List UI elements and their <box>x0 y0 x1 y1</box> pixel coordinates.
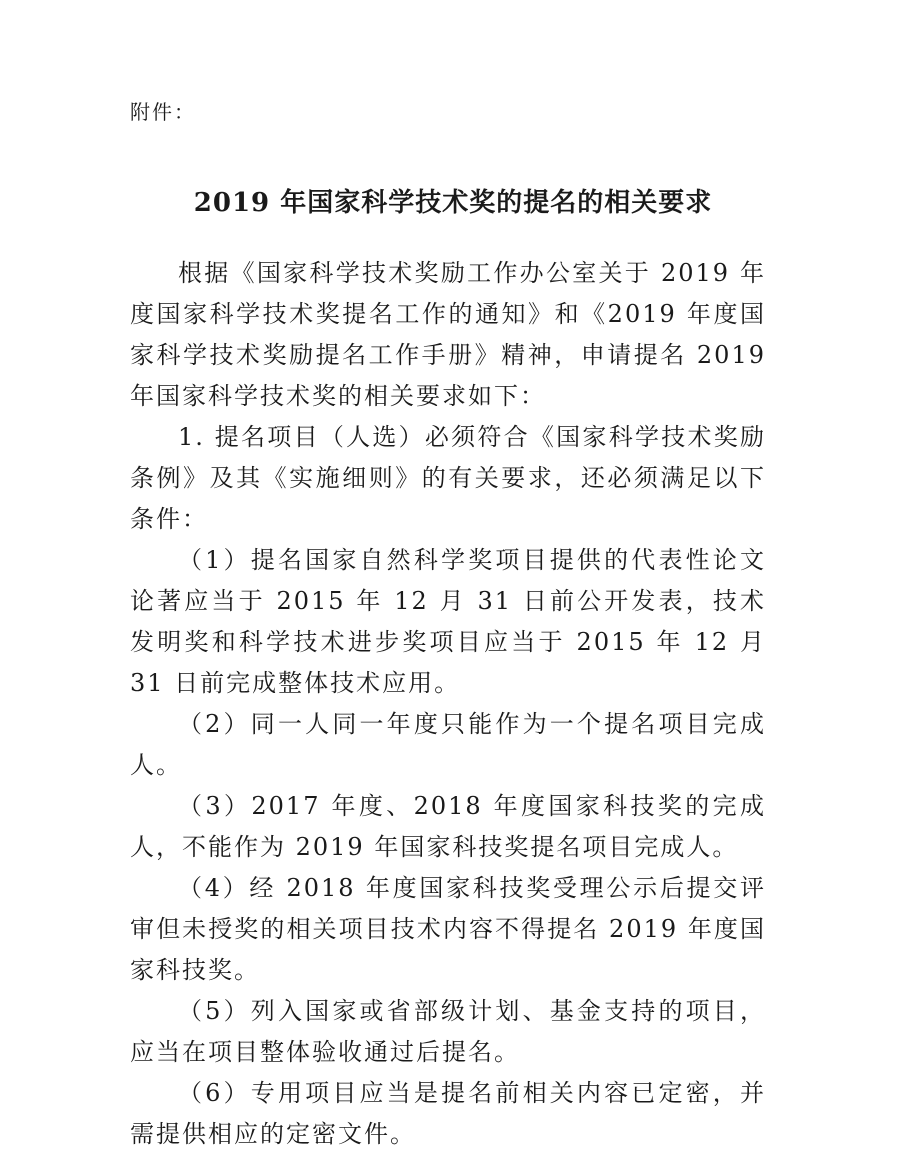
paragraph-condition-5: （5）列入国家或省部级计划、基金支持的项目，应当在项目整体验收通过后提名。 <box>130 997 766 1066</box>
paragraph-requirement-1: 1. 提名项目（人选）必须符合《国家科学技术奖励条例》及其《实施细则》的有关要求，还必须满足以下条件： <box>130 423 766 533</box>
paragraph-condition-6: （6）专用项目应当是提名前相关内容已定密，并需提供相应的定密文件。 <box>130 1079 766 1148</box>
document-title: 2019 年国家科学技术奖的提名的相关要求 <box>193 188 713 218</box>
attachment-label: 附件： <box>130 100 196 124</box>
paragraph-condition-2: （2）同一人同一年度只能作为一个提名项目完成人。 <box>130 710 766 779</box>
paragraph-condition-4: （4）经 2018 年度国家科技奖受理公示后提交评审但未授奖的相关项目技术内容不得提名 2019 年度国家科技奖。 <box>130 874 766 984</box>
paragraph-intro: 根据《国家科学技术奖励工作办公室关于 2019 年度国家科学技术奖提名工作的通知》和《2019 年度国家科学技术奖励提名工作手册》精神，申请提名 2019 年国家科学技术奖的相关要求如下： <box>130 259 766 410</box>
paragraph-condition-1: （1）提名国家自然科学奖项目提供的代表性论文论著应当于 2015 年 12 月 31 日前公开发表，技术发明奖和科学技术进步奖项目应当于 2015 年 12 月 31 日前完成整体技术应用。 <box>130 546 766 697</box>
paragraph-condition-3: （3）2017 年度、2018 年度国家科技奖的完成人，不能作为 2019 年国家科技奖提名项目完成人。 <box>130 792 766 861</box>
document-body <box>130 253 766 1155</box>
